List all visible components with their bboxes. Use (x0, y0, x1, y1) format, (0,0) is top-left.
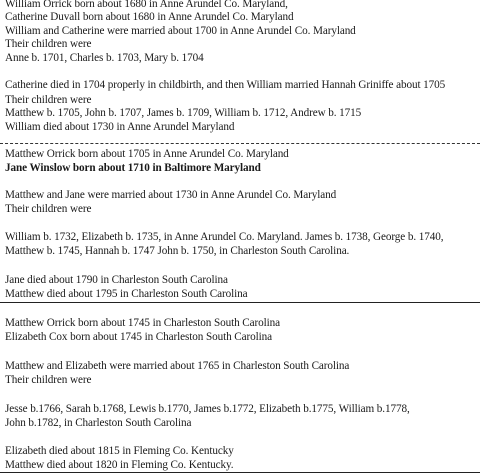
text-line: Their children were (5, 94, 92, 106)
text-line: Their children were (5, 203, 92, 215)
text-line: Anne b. 1701, Charles b. 1703, Mary b. 1704 (5, 52, 204, 64)
text-line: William died about 1730 in Anne Arundel Maryland (5, 121, 235, 133)
text-line: Their children were (5, 374, 92, 386)
text-line: Matthew died about 1795 in Charleston South Carolina (5, 288, 248, 300)
text-line: William Orrick born about 1680 in Anne Arundel Co. Maryland, (5, 0, 288, 10)
text-line: Matthew Orrick born about 1745 in Charleston South Carolina (5, 317, 280, 329)
text-line: Catherine Duvall born about 1680 in Anne Arundel Co. Maryland (5, 11, 294, 23)
text-line: Matthew b. 1745, Hannah b. 1747 John b. 1750, in Charleston South Carolina. (5, 245, 350, 257)
text-line: Matthew and Jane were married about 1730 in Anne Arundel Co. Maryland (5, 189, 337, 201)
text-line: John b.1782, in Charleston South Carolina (5, 417, 192, 429)
text-line: Elizabeth Cox born about 1745 in Charleston South Carolina (5, 331, 273, 343)
text-line: Jane died about 1790 in Charleston South Carolina (5, 274, 228, 286)
text-line: Matthew and Elizabeth were married about 1765 in Charleston South Carolina (5, 360, 350, 372)
section-divider (0, 302, 480, 303)
text-line: Their children were (5, 38, 92, 50)
text-line: Matthew b. 1705, John b. 1707, James b. 1709, William b. 1712, Andrew b. 1715 (5, 107, 362, 119)
text-line: William and Catherine were married about 1700 in Anne Arundel Co. Maryland (5, 25, 356, 37)
text-line: William b. 1732, Elizabeth b. 1735, in Anne Arundel Co. Maryland. James b. 1738, George b. 1740, (5, 231, 444, 243)
text-line: Elizabeth died about 1815 in Fleming Co. Kentucky (5, 445, 234, 457)
text-line: Jesse b.1766, Sarah b.1768, Lewis b.1770, James b.1772, Elizabeth b.1775, William b.1778, (5, 403, 410, 415)
section-divider (0, 472, 480, 473)
text-line: Catherine died in 1704 properly in childbirth, and then William married Hannah Griniffe about 1705 (5, 79, 446, 91)
section-divider (0, 143, 480, 144)
text-line: Jane Winslow born about 1710 in Baltimore Maryland (5, 162, 261, 174)
text-line: Matthew died about 1820 in Fleming Co. Kentucky. (5, 459, 234, 471)
text-line: Matthew Orrick born about 1705 in Anne Arundel Co. Maryland (5, 148, 289, 160)
